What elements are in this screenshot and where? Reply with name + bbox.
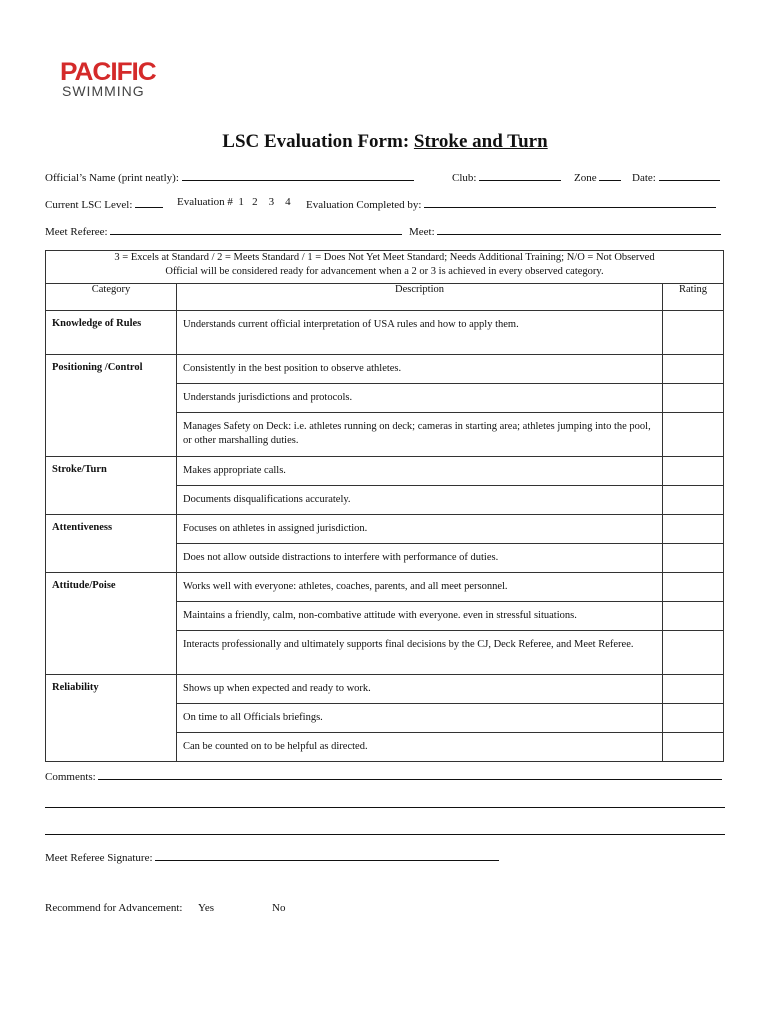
- table-row: [46, 573, 724, 602]
- table-header-row: [46, 284, 724, 311]
- table-row: [46, 457, 724, 486]
- comments-line: [45, 768, 722, 783]
- category-cell: Stroke/Turn: [46, 457, 177, 515]
- completed-by-label: Evaluation Completed by:: [306, 199, 422, 211]
- description-cell: Works well with everyone: athletes, coaches, parents, and all meet personnel.: [177, 573, 663, 602]
- title-main: LSC Evaluation Form:: [222, 131, 410, 152]
- evaluation-number-label: Evaluation #: [177, 196, 233, 208]
- description-cell: On time to all Officials briefings.: [177, 704, 663, 733]
- zone-label: Zone: [574, 172, 597, 184]
- comments-field-3[interactable]: [45, 823, 725, 835]
- pacific-swimming-logo: [60, 60, 170, 100]
- recommend-no[interactable]: No: [272, 902, 286, 914]
- description-cell: Can be counted on to be helpful as directed.: [177, 733, 663, 762]
- category-cell: Reliability: [46, 675, 177, 762]
- evaluation-option[interactable]: 4: [285, 196, 291, 208]
- description-cell: Documents disqualifications accurately.: [177, 486, 663, 515]
- rating-cell[interactable]: [663, 311, 724, 355]
- completed-by-line: [306, 196, 716, 211]
- officials-name-line: [45, 169, 414, 184]
- signature-label: Meet Referee Signature:: [45, 852, 153, 864]
- club-label: Club:: [452, 172, 477, 184]
- meet-referee-label: Meet Referee:: [45, 226, 108, 238]
- evaluation-number-line: [177, 196, 291, 208]
- rating-cell[interactable]: [663, 733, 724, 762]
- club-field[interactable]: [479, 169, 561, 181]
- category-cell: Attitude/Poise: [46, 573, 177, 675]
- rating-scale-cell: [46, 251, 724, 284]
- description-cell: Makes appropriate calls.: [177, 457, 663, 486]
- header-description: Description: [177, 284, 663, 311]
- rating-cell[interactable]: [663, 457, 724, 486]
- description-cell: Understands jurisdictions and protocols.: [177, 384, 663, 413]
- recommend-label: Recommend for Advancement:: [45, 902, 183, 914]
- description-cell: Does not allow outside distractions to interfere with performance of duties.: [177, 544, 663, 573]
- recommend-line: [45, 902, 182, 914]
- category-cell: Knowledge of Rules: [46, 311, 177, 355]
- rating-scale-text: 3 = Excels at Standard / 2 = Meets Standard / 1 = Does Not Yet Meet Standard; Needs Additional Training; N/O = Not Observed: [114, 252, 655, 263]
- rating-cell[interactable]: [663, 602, 724, 631]
- comments-field-1[interactable]: [98, 768, 722, 780]
- rating-cell[interactable]: [663, 413, 724, 457]
- completed-by-field[interactable]: [424, 196, 716, 208]
- lsc-level-field[interactable]: [135, 196, 163, 208]
- evaluation-option[interactable]: 3: [268, 196, 275, 208]
- category-cell: Positioning /Control: [46, 355, 177, 457]
- advancement-note: Official will be considered ready for advancement when a 2 or 3 is achieved in every observed category.: [165, 266, 604, 277]
- date-line: [632, 169, 720, 184]
- officials-name-label: Official’s Name (print neatly):: [45, 172, 179, 184]
- rating-cell[interactable]: [663, 355, 724, 384]
- table-row: [46, 675, 724, 704]
- signature-line: [45, 849, 499, 864]
- date-label: Date:: [632, 172, 656, 184]
- lsc-level-line: [45, 196, 163, 211]
- description-cell: Manages Safety on Deck: i.e. athletes running on deck; cameras in starting area; athletes jumping into the pool, or other marshalling duties.: [177, 413, 663, 457]
- comments-field-2[interactable]: [45, 796, 725, 808]
- logo-wordmark-bottom: SWIMMING: [62, 83, 145, 99]
- rating-scale-row: [46, 251, 724, 284]
- rating-cell[interactable]: [663, 544, 724, 573]
- meet-line: [409, 223, 721, 238]
- rating-cell[interactable]: [663, 515, 724, 544]
- evaluation-option[interactable]: 2: [252, 196, 258, 208]
- title-underlined: Stroke and Turn: [413, 131, 548, 152]
- evaluation-table: [45, 250, 724, 762]
- category-cell: Attentiveness: [46, 515, 177, 573]
- rating-cell[interactable]: [663, 675, 724, 704]
- logo-wordmark-top: PACIFIC: [60, 58, 156, 86]
- rating-cell[interactable]: [663, 704, 724, 733]
- rating-cell[interactable]: [663, 384, 724, 413]
- rating-cell[interactable]: [663, 573, 724, 602]
- table-row: [46, 515, 724, 544]
- rating-cell[interactable]: [663, 631, 724, 675]
- club-line: [452, 169, 561, 184]
- header-category: Category: [46, 284, 177, 311]
- header-rating: Rating: [663, 284, 724, 311]
- date-field[interactable]: [659, 169, 720, 181]
- zone-field[interactable]: [599, 169, 621, 181]
- description-cell: Focuses on athletes in assigned jurisdiction.: [177, 515, 663, 544]
- meet-referee-line: [45, 223, 402, 238]
- description-cell: Interacts professionally and ultimately supports final decisions by the CJ, Deck Referee, and Meet Referee.: [177, 631, 663, 675]
- meet-referee-field[interactable]: [110, 223, 402, 235]
- recommend-yes[interactable]: Yes: [198, 902, 215, 914]
- description-cell: Consistently in the best position to observe athletes.: [177, 355, 663, 384]
- table-row: [46, 355, 724, 384]
- comments-label: Comments:: [45, 771, 96, 783]
- signature-field[interactable]: [155, 849, 499, 861]
- page-title: [0, 131, 770, 153]
- officials-name-field[interactable]: [182, 169, 414, 181]
- meet-field[interactable]: [437, 223, 721, 235]
- zone-line: [574, 169, 621, 184]
- description-cell: Shows up when expected and ready to work.: [177, 675, 663, 704]
- rating-cell[interactable]: [663, 486, 724, 515]
- evaluation-option[interactable]: 1: [238, 196, 244, 208]
- meet-label: Meet:: [409, 226, 435, 238]
- table-row: [46, 311, 724, 355]
- description-cell: Maintains a friendly, calm, non-combative attitude with everyone. even in stressful situations.: [177, 602, 663, 631]
- lsc-level-label: Current LSC Level:: [45, 199, 133, 211]
- description-cell: Understands current official interpretation of USA rules and how to apply them.: [177, 311, 663, 355]
